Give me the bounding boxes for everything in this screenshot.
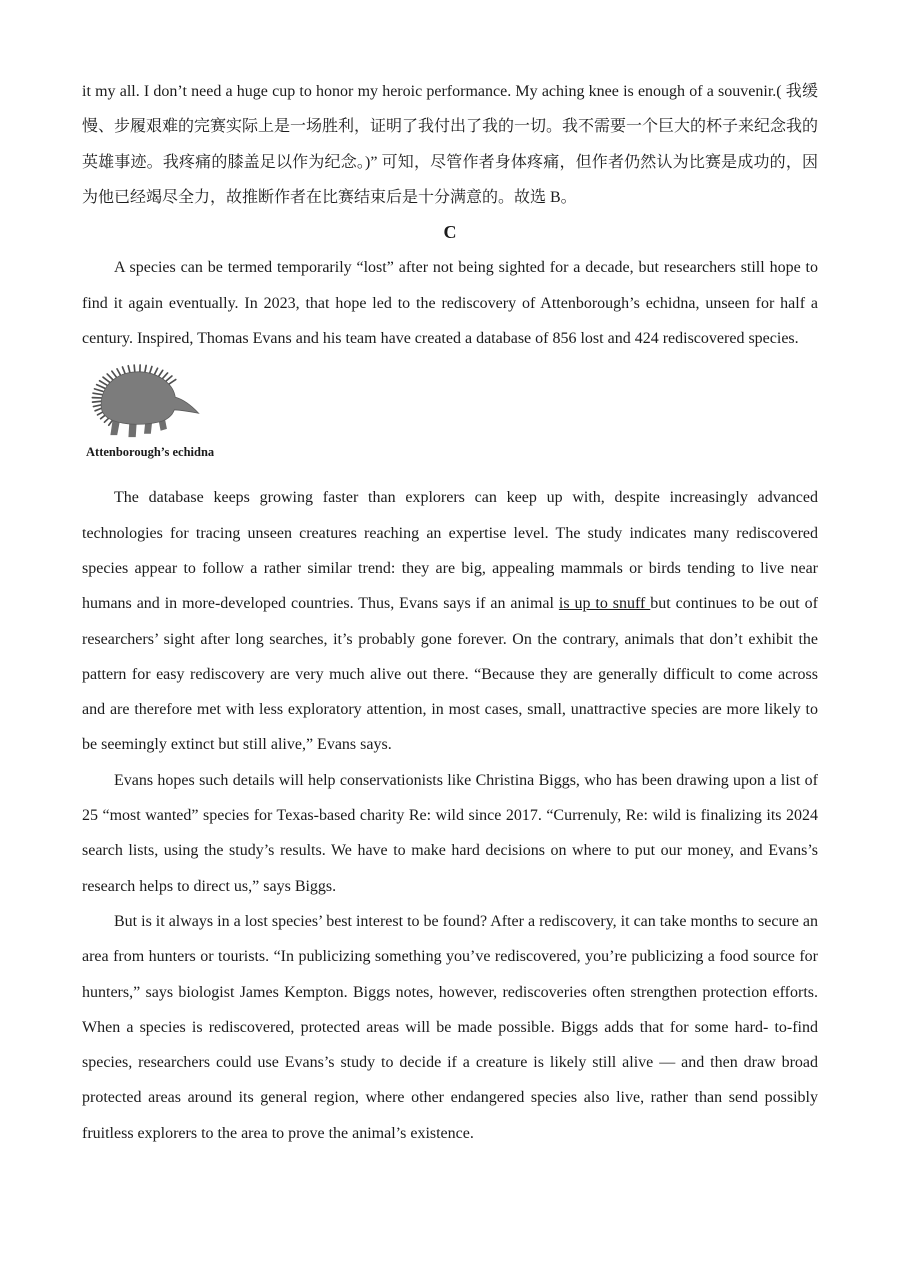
paragraph-2-text-before: The database keeps growing faster than explorers can keep up with, despite increasingly advanced technologies for tracing unseen creatures reaching an expertise level. The study indicates many rediscovered species appear to follow a rather similar trend: they are big, appealing mammals or birds tending to live near humans and in more-developed countries. Thus, Evans says if an animal — [82, 489, 818, 613]
echidna-body — [101, 372, 199, 424]
figure-caption: Attenborough’s echidna — [86, 445, 215, 460]
paragraph-2-text-after: but continues to be out of researchers’ sight after long searches, it’s probably gone forever. On the contrary, animals that don’t exhibit the pattern for easy rediscovery are very much alive out there. “Because they are generally difficult to come across and are therefore met with less exploratory attention, in most cases, small, unattractive species are more likely to be seemingly extinct but still alive,” Evans says. — [82, 595, 819, 754]
section-c-heading: C — [443, 222, 457, 243]
passage-paragraph-4: But is it always in a lost species’ best interest to be found? After a rediscovery, it can take months to secure an area from hunters or tourists. “In publicizing something you’ve rediscovered, you’re publicizing a food source for hunters,” says biologist James Kempton. Biggs notes, however, rediscoveries often strengthen protection efforts. When a species is rediscovered, protected areas will be made possible. Biggs adds that for some hard- to-find species, researchers could use Evans’s study to decide if a creature is likely still alive — and then draw broad protected areas around its general region, where other endangered species also live, rather than send possibly fruitless explorers to the area to prove the animal’s existence. — [82, 912, 818, 1142]
echidna-image — [86, 364, 204, 442]
underlined-phrase: is up to snuff — [558, 595, 651, 613]
passage-paragraph-3: Evans hopes such details will help conservationists like Christina Biggs, who has been drawing upon a list of 25 “most wanted” species for Texas-based charity Re: wild since 2017. “Currenuly, Re: wild is finalizing its 2024 search lists, using the study’s results. We have to make hard decisions on where to put our money, and Evans’s research helps to direct us,” says Biggs. — [82, 771, 818, 895]
answer-explanation-paragraph: it my all. I don’t need a huge cup to honor my heroic performance. My aching knee is enough of a souvenir.( 我缓慢、步履艰难的完赛实际上是一场胜利，证明了我付出了我的一切。我不需要一个巨大的杯子来纪念我的英雄事迹。我疼痛的膝盖足以作为纪念。)” 可知，尽管作者身体疼痛，但作者仍然认为比赛是成功的，因为他已经竭尽全力，故推断作者在比赛结束后是十分满意的。故选 B。 — [82, 83, 819, 206]
passage-paragraph-1: A species can be termed temporarily “lost” after not being sighted for a decade, but researchers still hope to find it again eventually. In 2023, that hope led to the rediscovery of Attenborough’s echidna, unseen for half a century. Inspired, Thomas Evans and his team have created a database of 856 lost and 424 rediscovered species. — [82, 259, 818, 348]
echidna-figure — [86, 364, 226, 460]
passage-paragraph-2 — [82, 480, 818, 762]
